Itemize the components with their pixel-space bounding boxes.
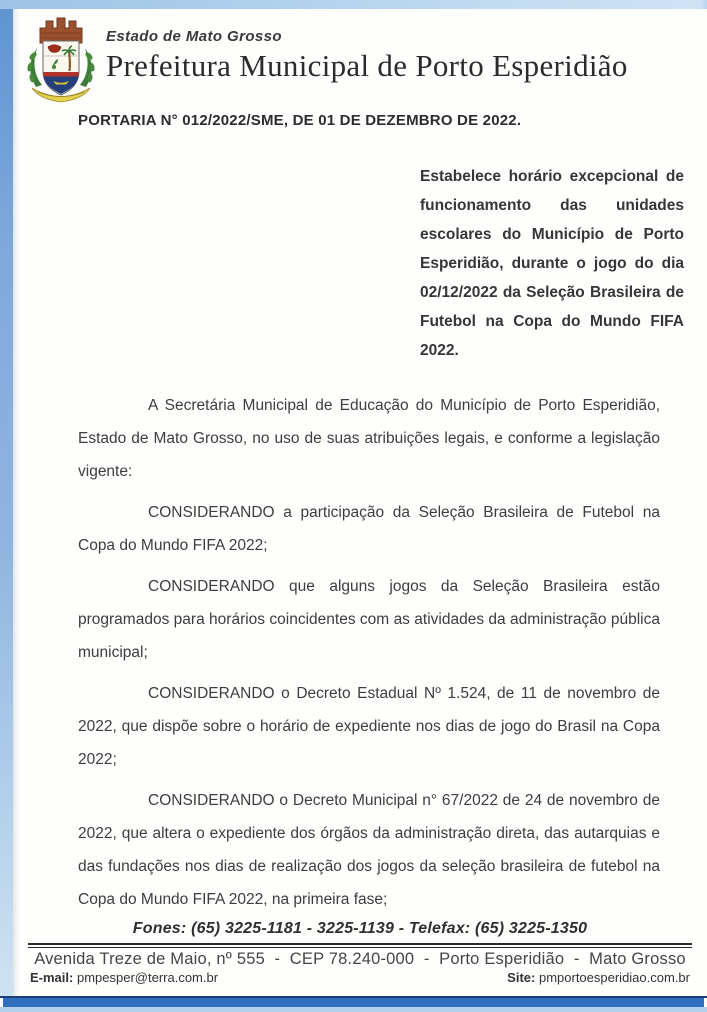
- paragraph-considerando-3: CONSIDERANDO o Decreto Estadual Nº 1.524, de 11 de novembro de 2022, que dispõe sobre o horário de expediente nos dias de jogo do Brasil na Copa 2022;: [78, 685, 660, 768]
- footer-site-label: Site:: [507, 970, 536, 985]
- footer-phones: Fones: (65) 3225-1181 - 3225-1139 - Telefax: (65) 3225-1350: [132, 920, 588, 937]
- state-name: Estado de Mato Grosso: [106, 28, 282, 45]
- scan-edge-left: [0, 0, 13, 996]
- paragraph-considerando-1: CONSIDERANDO a participação da Seleção Brasileira de Futebol na Copa do Mundo FIFA 2022;: [78, 504, 660, 554]
- page-footer: [28, 920, 692, 985]
- letterhead: [106, 28, 628, 84]
- ementa-summary: Estabelece horário excepcional de funcionamento das unidades escolares do Município de Porto Esperidião, durante o jogo do dia 02/12/2022 da Seleção Brasileira de Futebol na Copa do Mundo FIFA 2022.: [420, 168, 684, 359]
- footer-divider: [28, 943, 692, 948]
- scan-edge-bottom: [0, 1007, 707, 1012]
- footer-email-value: pmpesper@terra.com.br: [76, 970, 219, 985]
- scan-edge-top: [0, 0, 707, 9]
- paragraph-preamble: A Secretária Municipal de Educação do Município de Porto Esperidião, Estado de Mato Grosso, no uso de suas atribuições legais, e conforme a legislação vigente:: [78, 397, 660, 480]
- footer-blue-bar: [3, 998, 704, 1007]
- footer-site-value: pmportoesperidiao.com.br: [538, 970, 690, 985]
- footer-site: [507, 970, 690, 985]
- paragraph-considerando-4: CONSIDERANDO o Decreto Municipal n° 67/2022 de 24 de novembro de 2022, que altera o expediente dos órgãos da administração direta, das autarquias e das fundações nos dias de realização dos jogos da seleção brasileira de futebol na Copa do Mundo FIFA 2022, na primeira fase;: [78, 792, 660, 908]
- footer-email-label: E-mail:: [30, 970, 74, 985]
- document-body: [78, 389, 660, 924]
- portaria-title: PORTARIA N° 012/2022/SME, DE 01 DE DEZEMBRO DE 2022.: [78, 112, 522, 129]
- municipality-name: Prefeitura Municipal de Porto Esperidião: [106, 48, 628, 83]
- document-page: [13, 9, 707, 998]
- footer-address: Avenida Treze de Maio, nº 555 - CEP 78.240-000 - Porto Esperidião - Mato Grosso: [34, 950, 686, 968]
- paragraph-considerando-2: CONSIDERANDO que alguns jogos da Seleção Brasileira estão programados para horários coincidentes com as atividades da administração pública municipal;: [78, 578, 660, 661]
- footer-email: [30, 970, 218, 985]
- municipal-coat-of-arms-icon: [20, 15, 102, 120]
- footer-contact-row: [28, 970, 692, 985]
